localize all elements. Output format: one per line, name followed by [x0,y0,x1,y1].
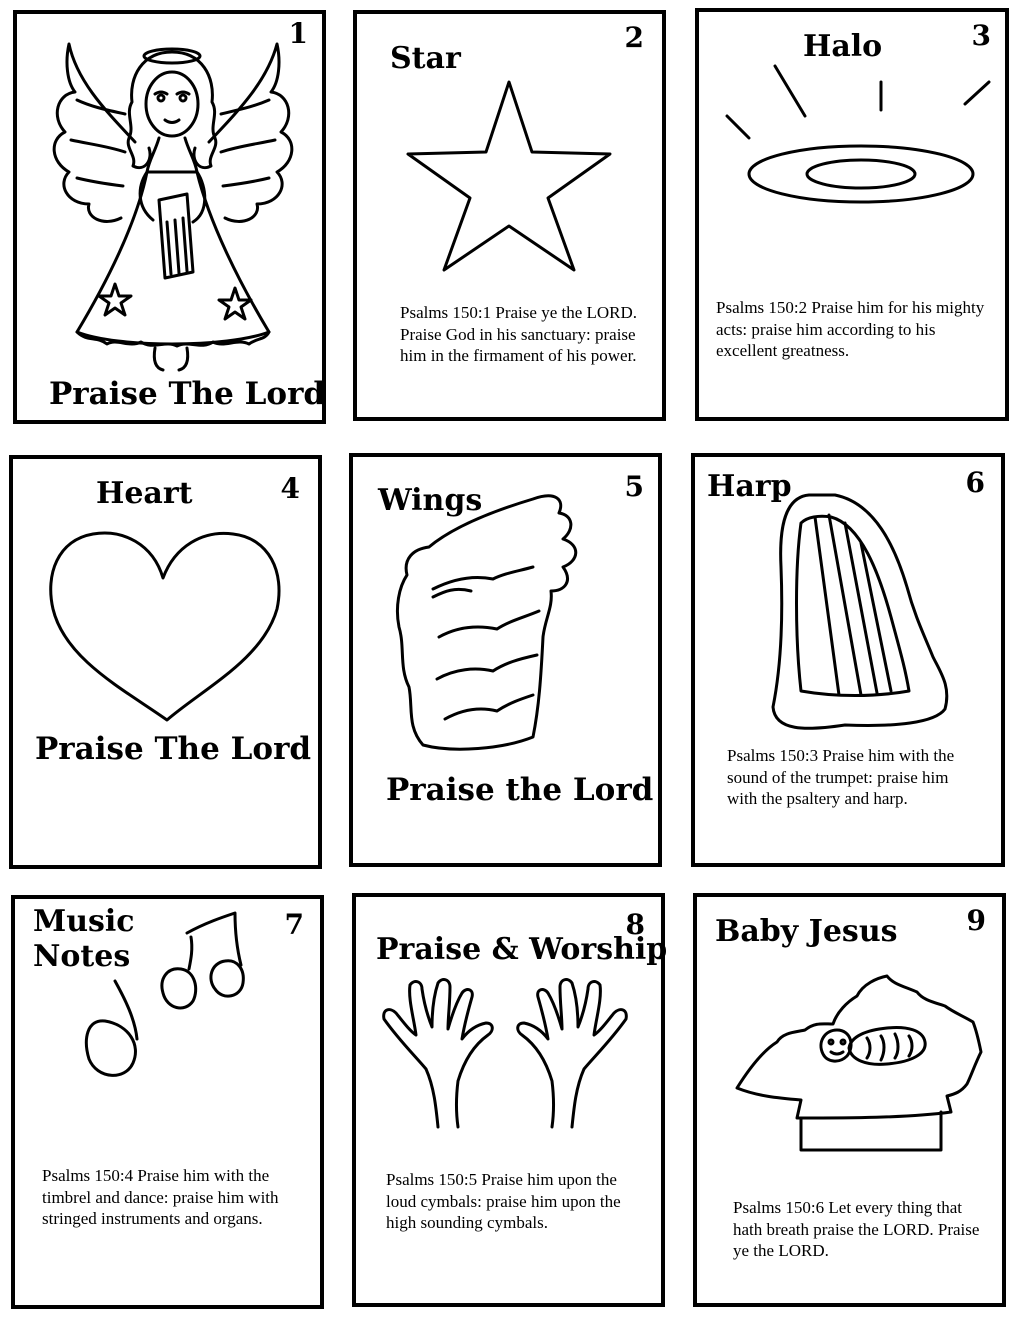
card-title: Heart [96,476,193,511]
card-verse: Psalms 150:5 Praise him upon the loud cymbals: praise him upon the high sounding cymbals. [386,1170,621,1232]
card-title-line1: Music [33,904,135,939]
card-verse: Psalms 150:3 Praise him with the sound of the trumpet: praise him with the psaltery and harp. [727,746,955,808]
card-title: Star [390,41,461,76]
music-notes-icon [75,909,255,1089]
card-title: Harp [707,469,792,504]
card-6 [691,453,1005,867]
card-title: Halo [803,29,883,64]
card-number: 4 [280,472,300,505]
card-5 [349,453,662,867]
card-number: 6 [965,466,985,499]
card-number: 2 [624,21,644,54]
card-1 [13,10,326,424]
heart-icon [43,524,283,724]
card-title: Wings [378,483,483,518]
card-title: Praise & Worship [376,932,668,967]
card-number: 8 [625,908,645,941]
card-verse: Psalms 150:6 Let every thing that hath breath praise the LORD. Praise ye the LORD. [733,1198,980,1260]
card-number: 9 [966,904,986,937]
card-8 [352,893,668,1307]
wing-icon [393,487,593,757]
card-3 [695,8,1009,421]
card-verse: Psalms 150:4 Praise him with the timbrel and dance: praise him with stringed instruments and organs. [42,1166,279,1228]
card-label: Praise The Lord [35,731,312,767]
card-verse: Psalms 150:2 Praise him for his mighty acts: praise him according to his excellent greatness. [716,298,985,360]
card-2 [353,10,666,421]
card-number: 7 [284,908,304,941]
card-4 [9,455,322,869]
card-7 [11,895,324,1309]
halo-icon [719,52,999,212]
card-number: 1 [288,17,308,50]
manger-icon [727,972,987,1162]
harp-icon [765,487,955,737]
card-number: 5 [624,470,644,503]
card-title: Baby Jesus [715,914,898,949]
star-icon [402,74,617,274]
angel-icon [37,17,308,372]
card-verse: Psalms 150:1 Praise ye the LORD. Praise God in his sanctuary: praise him in the firmament of his power. [400,303,638,365]
card-label: Praise The Lord [49,376,326,412]
card-9 [693,893,1006,1307]
card-title-line2: Notes [33,939,131,974]
card-label: Praise the Lord [386,772,654,808]
card-number: 3 [971,19,991,52]
raised-hands-icon [376,977,646,1137]
